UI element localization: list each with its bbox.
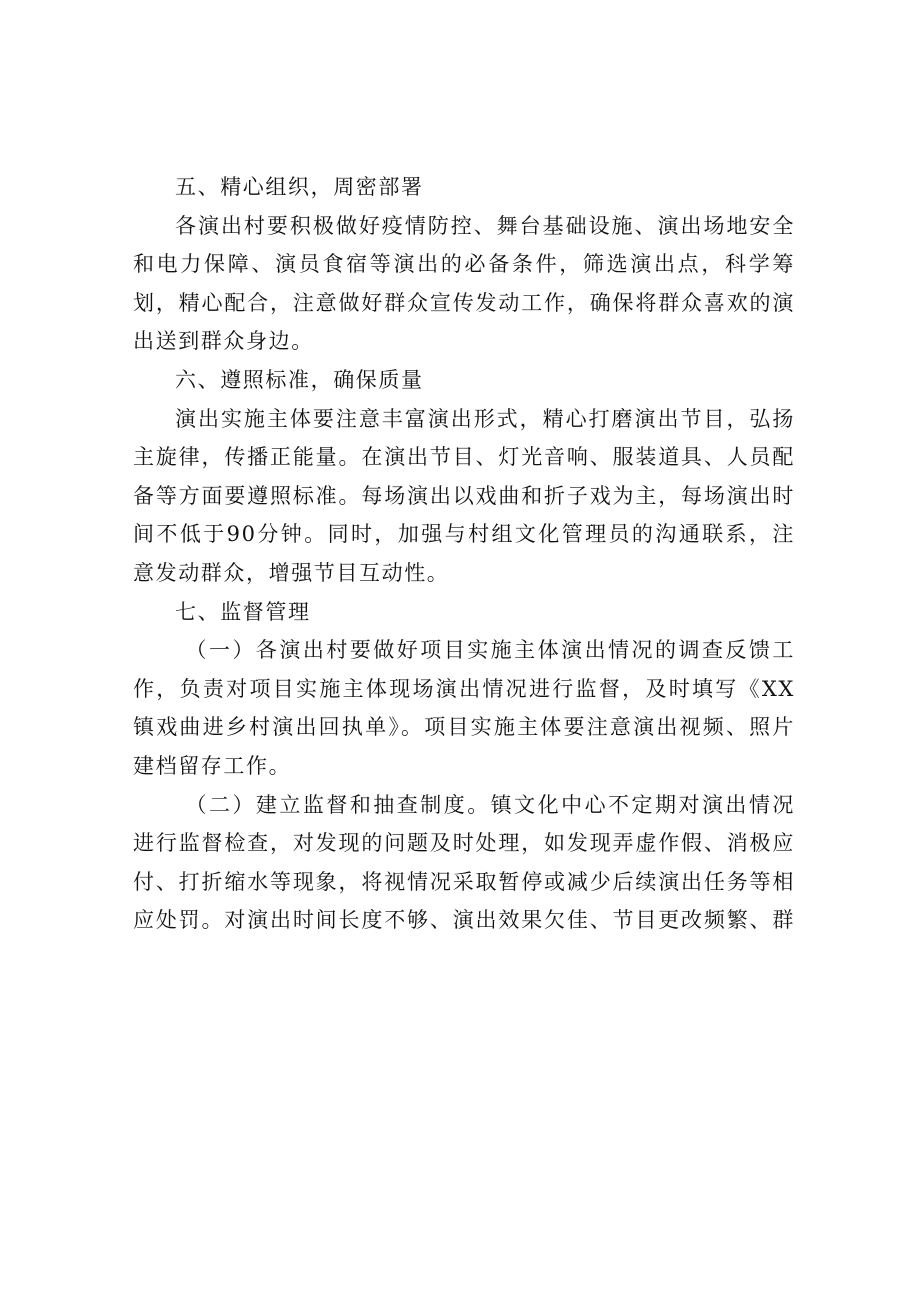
document-body: [133, 168, 795, 940]
section-heading-7: 七、监督管理: [175, 599, 311, 624]
paragraph-7-2: （二）建立监督和抽查制度。镇文化中心不定期对演出情况进行监督检查，对发现的问题及时处理，如发现弄虚作假、消极应付、打折缩水等现象，将视情况采取暂停或减少后续演出任务等相应处罚。对演出时间长度不够、演出效果欠佳、节目更改频繁、群: [133, 792, 795, 933]
paragraph-7-1: （一）各演出村要做好项目实施主体演出情况的调查反馈工作，负责对项目实施主体现场演出情况进行监督，及时填写《XX镇戏曲进乡村演出回执单》。项目实施主体要注意演出视频、照片建档留存工作。: [133, 638, 795, 778]
paragraph-5-1: 各演出村要积极做好疫情防控、舞台基础设施、演出场地安全和电力保障、演员食宿等演出的必备条件，筛选演出点，科学筹划，精心配合，注意做好群众宣传发动工作，确保将群众喜欢的演出送到群众身边。: [133, 213, 795, 354]
paragraph-6-1: 演出实施主体要注意丰富演出形式，精心打磨演出节目，弘扬主旋律，传播正能量。在演出节目、灯光音响、服装道具、人员配备等方面要遵照标准。每场演出以戏曲和折子戏为主，每场演出时间不低于90分钟。同时，加强与村组文化管理员的沟通联系，注意发动群众，增强节目互动性。: [133, 406, 795, 585]
section-heading-6: 六、遵照标准，确保质量: [175, 367, 424, 392]
section-heading-5: 五、精心组织，周密部署: [175, 175, 424, 199]
